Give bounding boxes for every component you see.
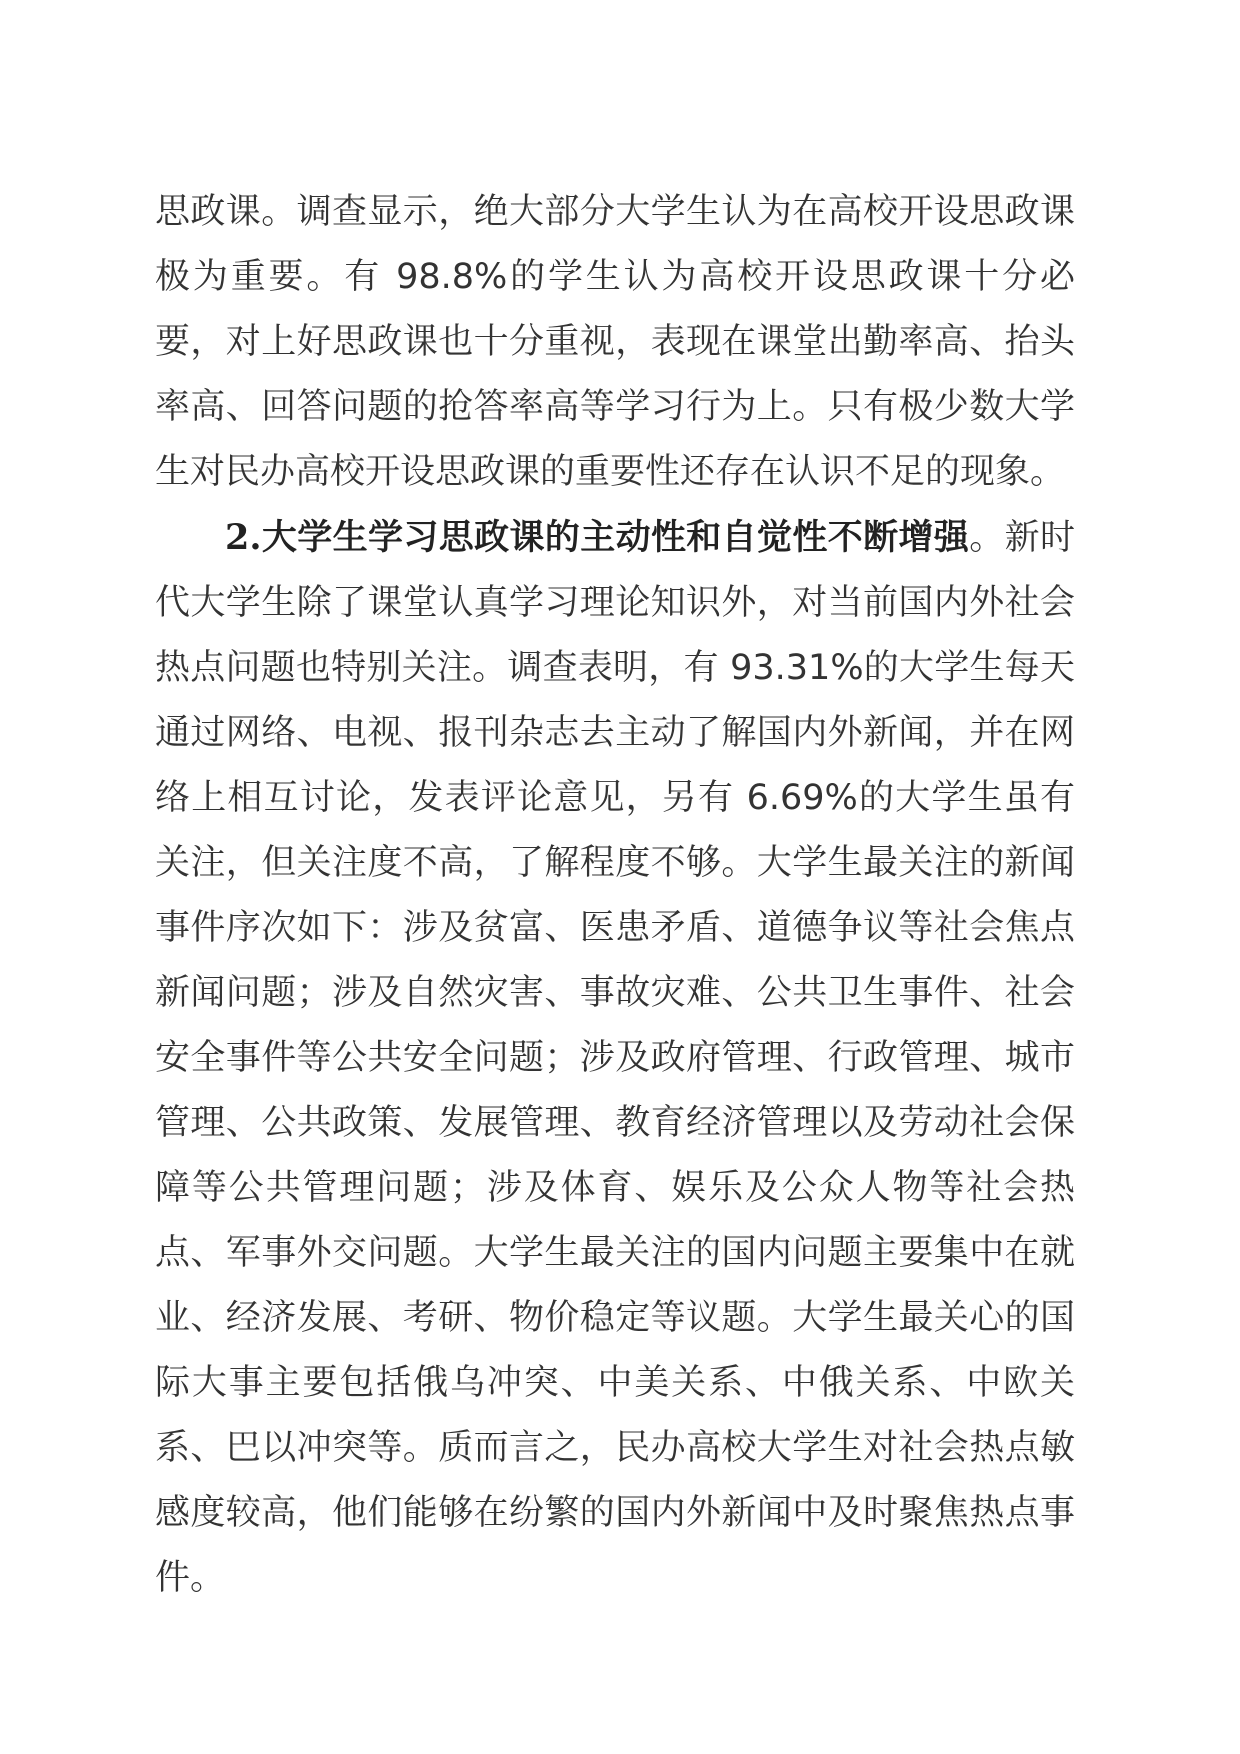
paragraph-point-2	[155, 505, 1075, 1611]
paragraph-continuation	[155, 180, 1075, 505]
paragraph-text: 思政课。调查显示，绝大部分大学生认为在高校开设思政课极为重要。有 98.8%的学生认为高校开设思政课十分必要，对上好思政课也十分重视，表现在课堂出勤率高、抬头率高、回答问题的抢答率高等学习行为上。只有极少数大学生对民办高校开设思政课的重要性还存在认识不足的现象。	[155, 192, 1075, 492]
document-body	[155, 180, 1075, 1611]
paragraph-text: 。新时代大学生除了课堂认真学习理论知识外，对当前国内外社会热点问题也特别关注。调查表明，有 93.31%的大学生每天通过网络、电视、报刊杂志去主动了解国内外新闻，并在网络上相互讨论，发表评论意见，另有 6.69%的大学生虽有关注，但关注度不高，了解程度不够。大学生最关注的新闻事件序次如下：涉及贫富、医患矛盾、道德争议等社会焦点新闻问题；涉及自然灾害、事故灾难、公共卫生事件、社会安全事件等公共安全问题；涉及政府管理、行政管理、城市管理、公共政策、发展管理、教育经济管理以及劳动社会保障等公共管理问题；涉及体育、娱乐及公众人物等社会热点、军事外交问题。大学生最关注的国内问题主要集中在就业、经济发展、考研、物价稳定等议题。大学生最关心的国际大事主要包括俄乌冲突、中美关系、中俄关系、中欧关系、巴以冲突等。质而言之，民办高校大学生对社会热点敏感度较高，他们能够在纷繁的国内外新闻中及时聚焦热点事件。	[155, 518, 1075, 1598]
paragraph-heading: 2.大学生学习思政课的主动性和自觉性不断增强	[225, 517, 970, 558]
